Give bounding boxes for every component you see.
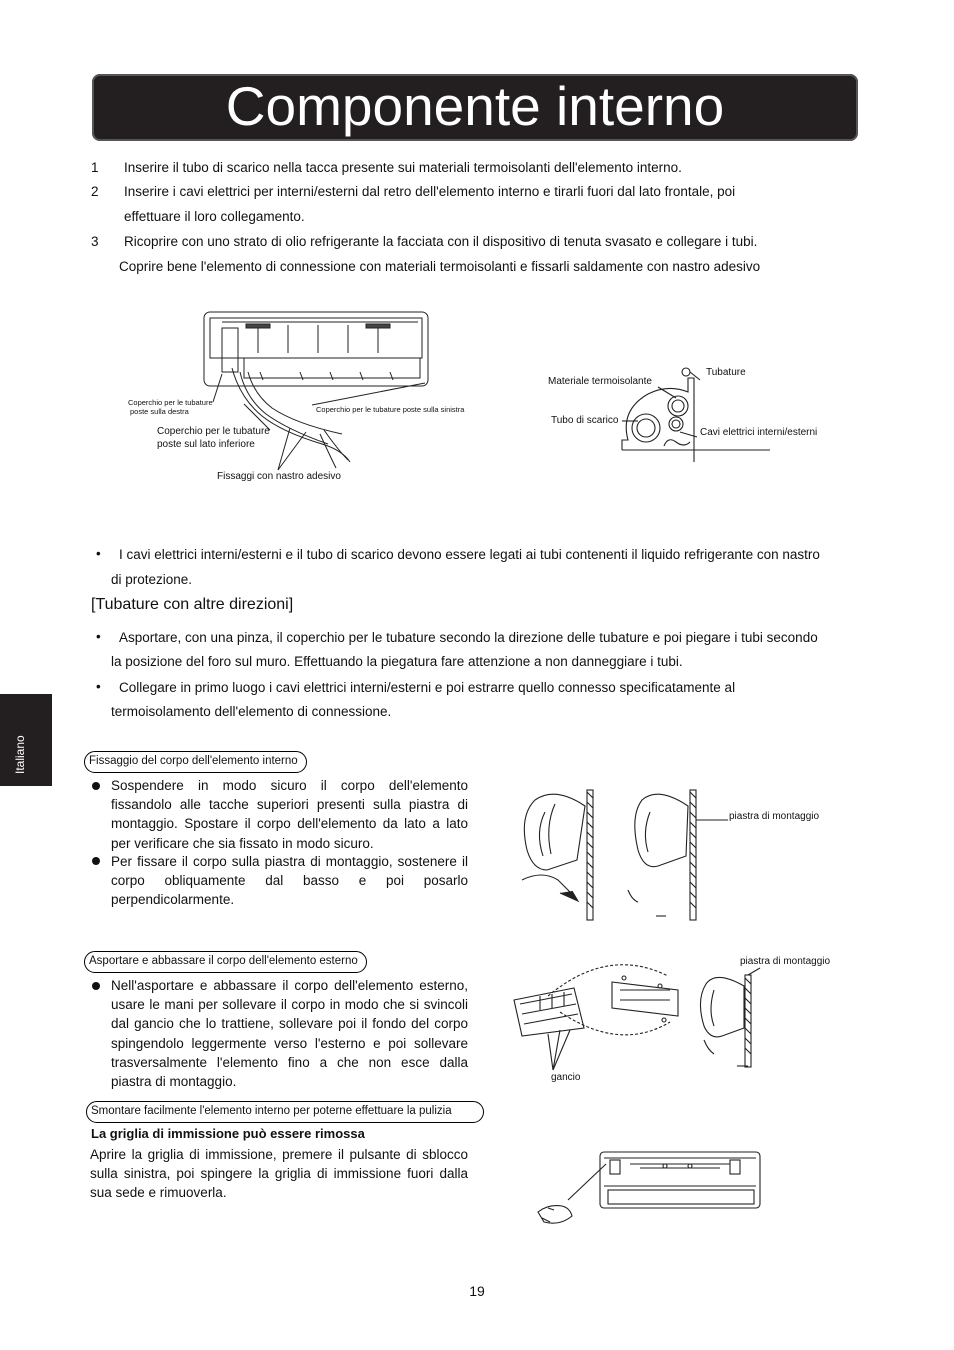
bullet-marker: • (96, 679, 101, 694)
page-title: Componente interno (225, 75, 725, 137)
label-drain-pipe: Tubo di scarico (551, 415, 619, 426)
other-directions-item-2-line1: Collegare in primo luogo i cavi elettrici interni/esterni e poi estrarre quello connesso specificatamente al (119, 680, 736, 695)
step-1-number: 1 (91, 160, 99, 175)
label-left-pipe-cover: Coperchio per le tubature poste sulla sinistra (316, 405, 465, 414)
label-bottom-pipe-cover-line1: Coperchio per le tubature (157, 426, 270, 437)
bullet-marker: • (96, 629, 101, 644)
bullet-marker: • (96, 546, 101, 561)
step-2-number: 2 (91, 184, 99, 199)
note-line-2: di protezione. (111, 572, 193, 587)
section-clean-text: Aprire la griglia di immissione, premere il pulsante di sblocco sulla sinistra, poi spingere la griglia di immissione fuori dalla sua sede e rimuoverla. (90, 1147, 468, 1201)
label-bottom-pipe-cover-line2: poste sul lato inferiore (157, 439, 255, 450)
step-3-text-cont: Coprire bene l'elemento di connessione con materiali termoisolanti e fissarli saldamente con nastro adesivo (119, 259, 761, 274)
label-pipes: Tubature (706, 367, 746, 378)
label-cables: Cavi elettrici interni/esterni (700, 427, 818, 438)
other-directions-item-1-line1: Asportare, con una pinza, il coperchio per le tubature secondo la direzione delle tubature e poi piegare i tubi secondo (119, 630, 818, 645)
step-2-text: Inserire i cavi elettrici per interni/esterni dal retro dell'elemento interno e tirarli fuori dal lato frontale, poi (124, 184, 736, 199)
step-2-text-cont: effettuare il loro collegamento. (124, 209, 305, 224)
language-label: Italiano (13, 735, 27, 774)
label-right-pipe-cover-line2: poste sulla destra (130, 407, 189, 416)
section-fix-item-1: Sospendere in modo sicuro il corpo dell'elemento fissandolo alle tacche superiori presenti sulla piastra di montaggio. Spostare il corpo dell'elemento da lato a lato per verificare che sia fissato in modo sicuro. (111, 778, 468, 851)
section-remove-title: Asportare e abbassare il corpo dell'elemento esterno (84, 951, 367, 973)
section-clean-subtitle: La griglia di immissione può essere rimossa (91, 1126, 365, 1141)
other-directions-item-1-line2: la posizione del foro sul muro. Effettuando la piegatura fare attenzione a non danneggiare i tubi. (111, 654, 683, 669)
section-fix-title: Fissaggio del corpo dell'elemento interno (84, 751, 307, 773)
label-mounting-plate: piastra di montaggio (729, 811, 820, 822)
step-1-text: Inserire il tubo di scarico nella tacca presente sui materiali termoisolanti dell'elemento interno. (124, 160, 682, 175)
label-hook: gancio (551, 1072, 581, 1083)
other-directions-item-2-line2: termoisolamento dell'elemento di connessione. (111, 704, 392, 719)
label-right-pipe-cover-line1: Coperchio per le tubature (128, 398, 213, 407)
section-remove-item-1: Nell'asportare e abbassare il corpo dell'elemento esterno, usare le mani per sollevare il corpo in modo che si svincoli dal gancio che lo trattiene, sollevare poi il fondo del corpo spingendolo leggermente verso l'esterno e poi sollevare trasversalmente l'elemento fino a che non esce dalla piastra di montaggio. (111, 978, 468, 1090)
label-tape-fixings: Fissaggi con nastro adesivo (217, 471, 341, 482)
page-number: 19 (469, 1283, 485, 1299)
label-mounting-plate-2: piastra di montaggio (740, 956, 831, 967)
note-line-1: I cavi elettrici interni/esterni e il tubo di scarico devono essere legati ai tubi contenenti il liquido refrigerante con nastro (119, 547, 820, 562)
section-clean-title: Smontare facilmente l'elemento interno per poterne effettuare la pulizia (86, 1101, 484, 1123)
label-insulation: Materiale termoisolante (548, 376, 652, 387)
other-directions-heading: [Tubature con altre direzioni] (91, 596, 294, 613)
step-3-number: 3 (91, 234, 99, 249)
step-3-text: Ricoprire con uno strato di olio refrigerante la facciata con il dispositivo di tenuta svasato e collegare i tubi. (124, 234, 758, 249)
section-fix-item-2: Per fissare il corpo sulla piastra di montaggio, sostenere il corpo obliquamente dal basso e poi posarlo perpendicolarmente. (111, 854, 468, 908)
